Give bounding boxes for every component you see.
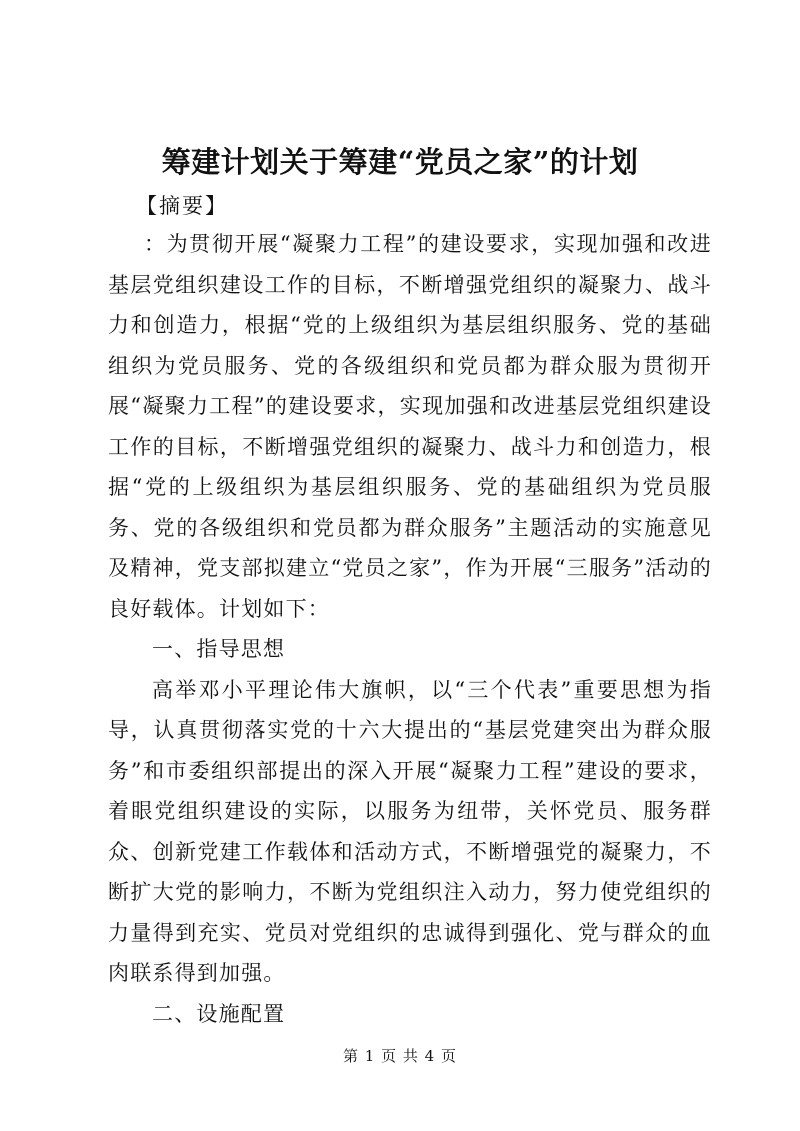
paragraph-intro: ：为贯彻开展“凝聚力工程”的建设要求，实现加强和改进基层党组织建设工作的目标，不断增强党组织的凝聚力、战斗力和创造力，根据“党的上级组织为基层组织服务、党的基础组织为党员服务、党的各级组织和党员都为群众服为贯彻开展“凝聚力工程”的建设要求，实现加强和改进基层党组织建设工作的目标，不断增强党组织的凝聚力、战斗力和创造力，根据“党的上级组织为基层组织服务、党的基础组织为党员服务、党的各级组织和党员都为群众服务”主题活动的实施意见及精神，党支部拟建立“党员之家”，作为开展“三服务”活动的良好载体。计划如下： bbox=[108, 232, 712, 621]
abstract-label: 【摘要】 bbox=[136, 194, 228, 218]
document-title: 筹建计划关于筹建“党员之家”的计划 bbox=[161, 145, 639, 179]
paragraph-guiding-ideology: 高举邓小平理论伟大旗帜，以“三个代表”重要思想为指导，认真贯彻落实党的十六大提出的“基层党建突出为群众服务”和市委组织部提出的深入开展“凝聚力工程”建设的要求，着眼党组织建设的实际，以服务为纽带，关怀党员、服务群众、创新党建工作载体和活动方式，不断增强党的凝聚力，不断扩大党的影响力，不断为党组织注入动力，努力使党组织的力量得到充实、党员对党组织的忠诚得到强化、党与群众的血肉联系得到加强。 bbox=[108, 677, 712, 985]
page-number-footer: 第 1 页 共 4 页 bbox=[343, 1047, 457, 1065]
document-body bbox=[108, 224, 712, 1034]
section-heading-guiding-ideology: 一、指导思想 bbox=[152, 637, 286, 661]
section-heading-facilities: 二、设施配置 bbox=[152, 1001, 286, 1026]
